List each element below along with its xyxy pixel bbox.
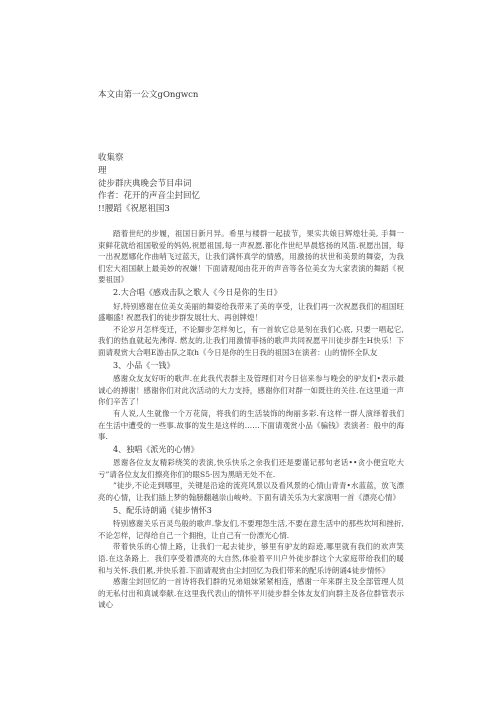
program-item-title: 4、独唱《派光的心情》 <box>113 445 199 455</box>
program-item-title: 2.大合唱《感戏击队之歌人《今日是你的生日》 <box>113 288 282 298</box>
body-paragraph: 踏着世纪的步履，祖国日新月异。希里与楼群一起拔节，果实共娘日辉煌壮美, 手舞一束鲜花就给祖国敬爱的妈妈,祝愿祖国,每一声祝愿.都化作世纪旱晨悠扬的风笛.祝愿出国，每一出祝愿娜化作曲哨飞过蓝天，让我们满怀真学的情感，用激扬的状世和美景的舞姿，为我们宏大祖国献上最美妙的祝嫌！下面请观闻由花开的声音等各位美女为大家表演的舞蹈《祝要祖国》 <box>98 229 404 285</box>
body-paragraph: 恩谢各位友友精彩绕笑的表演,快乐快乐之余我们还是要谨记那句老话••贪小便宜吃大亏”请各位友友们擦亮你们的眼S5·因为黑暗无处不在. <box>98 458 404 479</box>
body-paragraph: 感谢尘封回忆的一首诗将我们群的兄弟姐妹紧紧相连，感谢一年来群主及全部管理人员的无私付出和真诚奉献.在这里我代表山的情怀平川徒步群全体友友们向群主及各位群管表示诚心 <box>98 577 404 610</box>
body-paragraph: 好,特别感谢在位美女美丽的舞姿给我带来了美的享受，让我们再一次祝愿我们的祖国旺盛嗰盛! 祝愿我们的徒步群发展壮大、再创牌煌！ <box>98 301 404 323</box>
body-paragraph: 感谢众友友好听的歌声.在此我代表群主及管理们对今日信来参与晚会的驴友们•表示最诚心的搏谢！感谢你们对此次活动的大力支持，感谢你们对群一如既往的关往.在这里道一声你们辛苦了！ <box>98 374 404 407</box>
body-paragraph: 不论岁月怎样变迁，不论脚步怎样匆匕，有一首软它总是刻在我们心底, 只要一唱起它, 我们的热血就起先沸得. 燃友的,让我们用激情菲扬的歌声共同祝愿平川徒步群生H快乐！下面请观赏大合唱E游击队之取h《今日是你的生日我的祖国3在演者：山的情怀全队友 <box>98 324 404 357</box>
program-item-title: 3、小品《一钱》 <box>113 361 175 371</box>
page-header: 本文由第一公文gOngwcn <box>98 90 199 100</box>
body-paragraph: 特别感谢关乐百灵鸟般的歌声.挚友们,不要理怨生活,不要在意生活中的那些坎坷和挫折,不论怎样，记得给自己一个拥抱，让自己有一份漂光心情. <box>98 519 404 540</box>
category-sublabel: 理 <box>98 165 107 176</box>
program-item-title: 5、配乐诗朗诵《徒步情怀3 <box>113 506 212 516</box>
first-program-item: !!腰蹈《祝愿祖国3 <box>98 204 170 215</box>
program-intro <box>98 152 408 216</box>
category-label: 收集察 <box>98 153 124 163</box>
document-body <box>98 228 404 611</box>
body-paragraph: ”徒步,不论走到哪里，关键是沿途的流亮风景以及看风景的心情山青青•水蓝蓝，放飞漂亮的心情，让我们插上梦的翰膀翻越崇山峻岭。下面有请关乐为大家演唱一首《漂亮心情》 <box>98 481 404 503</box>
body-paragraph: 有人说,人生就像一个万花筒，将我们的生活装饰的绚丽多彩.有这样一群人演绎着我们在生活中遭受的一些事.故事的发生是这样的……下面请观赏小品《骗钱》表演者：般中的海事. <box>98 408 404 442</box>
document-title: 徒步群庆典晚会节目串词 <box>98 178 192 189</box>
author-line: 作者：花开的声音尘封回忆 <box>98 191 201 202</box>
body-paragraph: 带着快乐的心情上路，让我们一起去徒步，够里有驴友的踪迹,哪里就有我们的欢声笑语.在这条路上．我们享受着漂亮的大自然,体验着平川户外徒步群这个大家庭带给我们的暖和与关怀.我们累,并快乐着.下面请观赏由尘封回忆为我们带来的配乐诗朗诵4徒步情怀》 <box>98 542 404 575</box>
